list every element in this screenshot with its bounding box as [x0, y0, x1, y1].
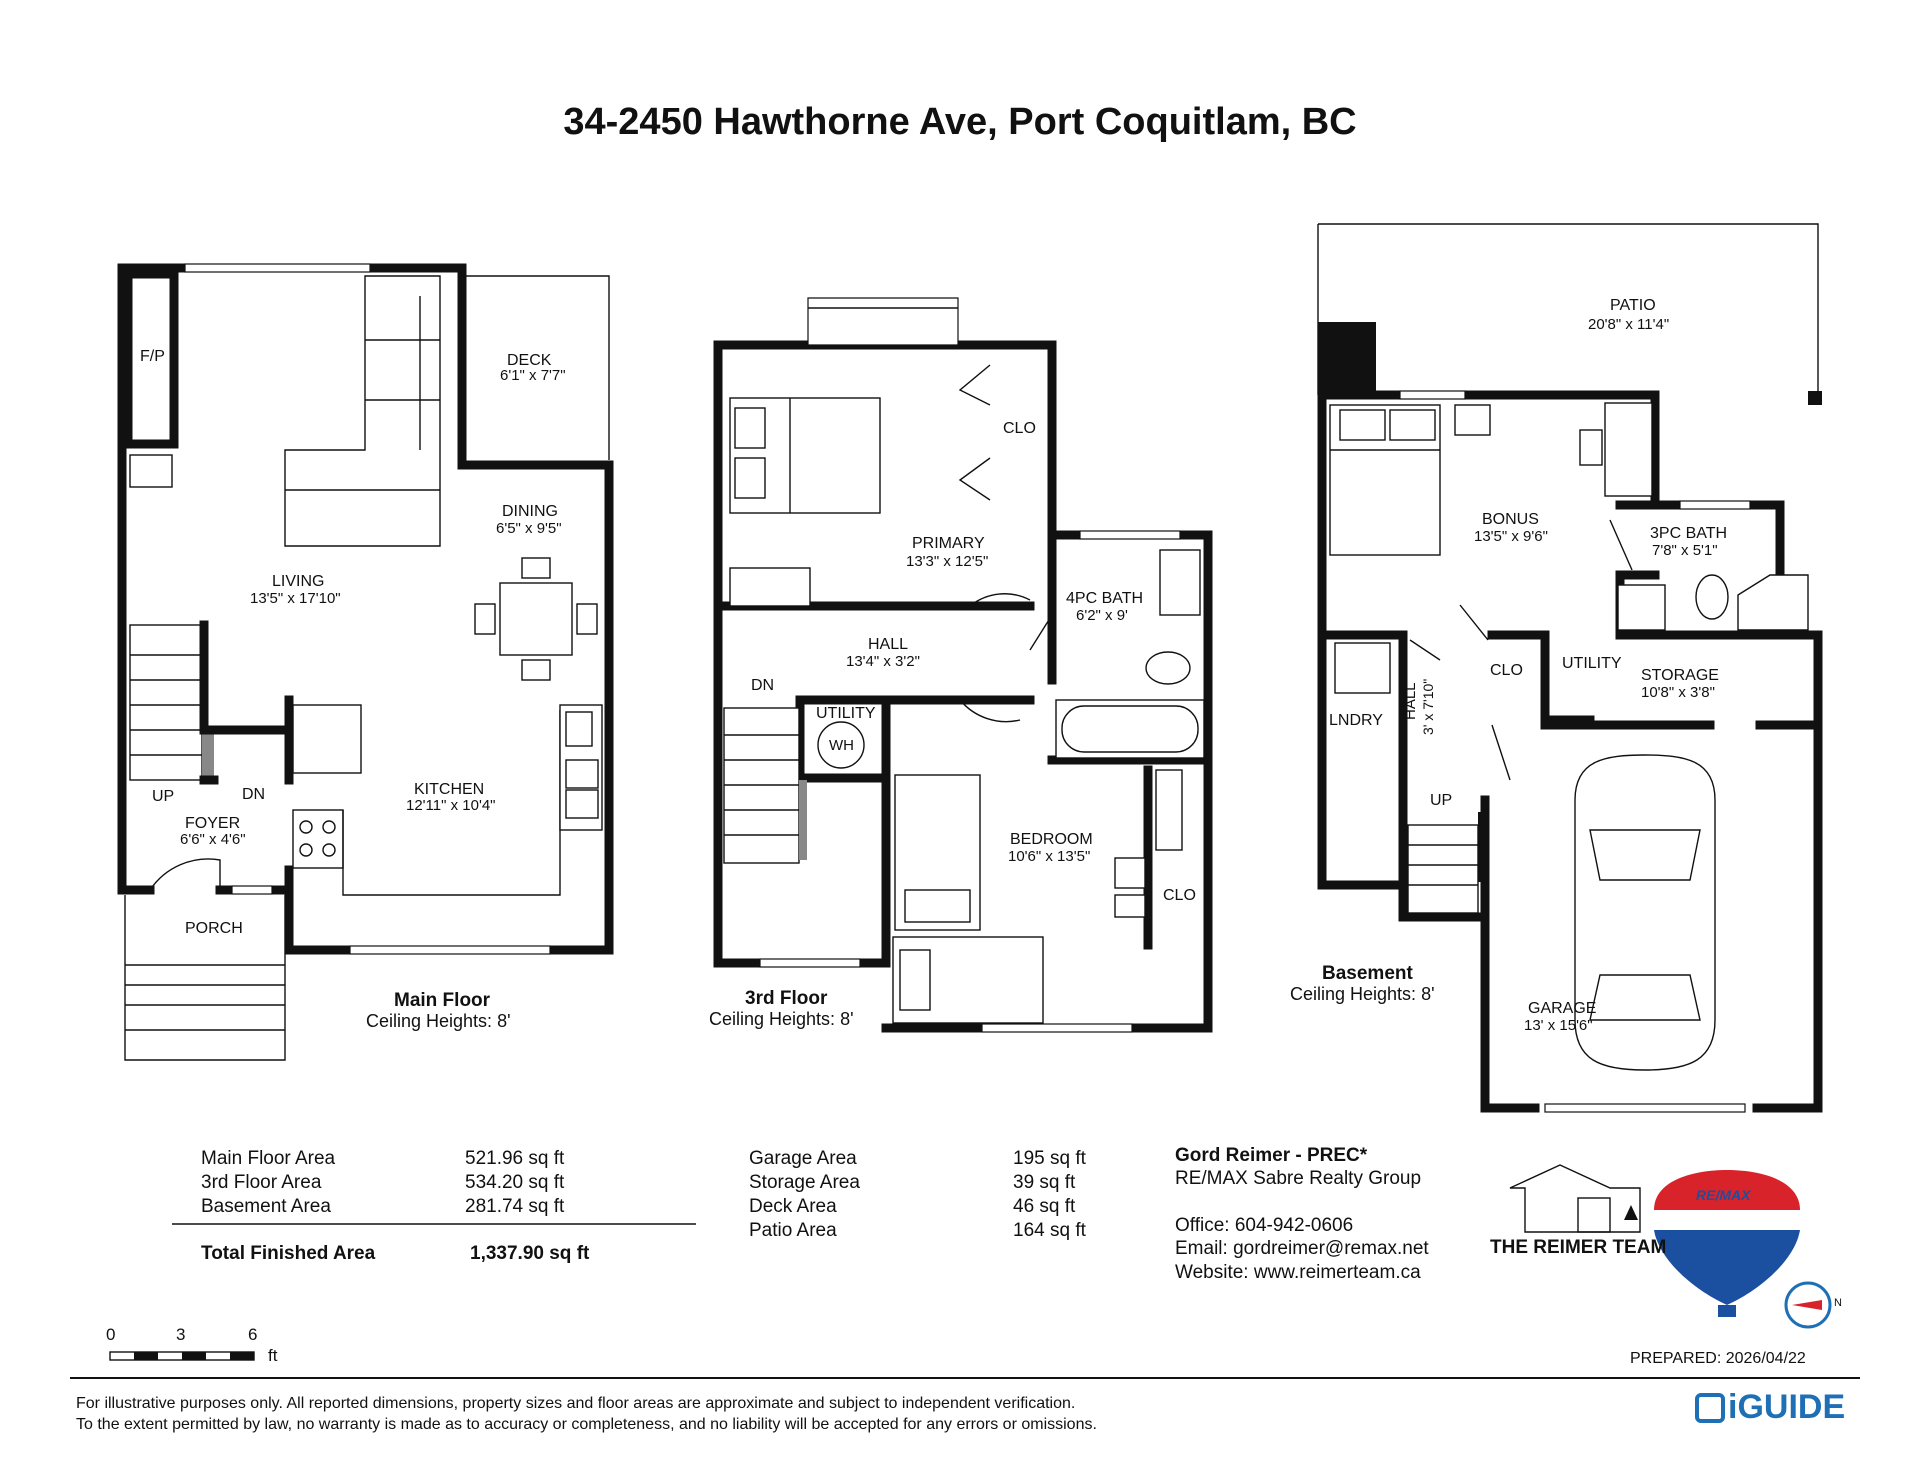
- scale-tick-6: 6: [248, 1325, 258, 1344]
- stair-up-label: UP: [152, 788, 175, 805]
- room-storage-label: STORAGE: [1641, 667, 1719, 684]
- area-patio-value: 164 sq ft: [1013, 1220, 1086, 1241]
- room-deck-label: DECK: [507, 352, 552, 369]
- disclaimer-line-1: For illustrative purposes only. All reported dimensions, property sizes and floor areas are approximate and subject to independent verification.: [76, 1395, 1076, 1412]
- iguide-brand: iGUIDE: [1728, 1388, 1846, 1426]
- total-area-value: 1,337.90 sq ft: [470, 1243, 590, 1264]
- room-porch-label: PORCH: [185, 920, 243, 937]
- area-3rd-label: 3rd Floor Area: [201, 1172, 322, 1193]
- agent-email[interactable]: Email: gordreimer@remax.net: [1175, 1238, 1429, 1259]
- water-heater-label: WH: [829, 737, 854, 754]
- compass-icon: [1786, 1283, 1830, 1327]
- reimer-team-logo: [1510, 1165, 1640, 1232]
- room-hall-label: HALL: [868, 636, 909, 653]
- room-deck-dims: 6'1" x 7'7": [500, 367, 566, 384]
- room-bedroom-dims: 10'6" x 13'5": [1008, 848, 1091, 865]
- room-dining-dims: 6'5" x 9'5": [496, 520, 562, 537]
- area-storage-value: 39 sq ft: [1013, 1172, 1076, 1193]
- basement-name: Basement: [1322, 963, 1413, 984]
- scale-bar: [110, 1352, 254, 1360]
- room-primary-label: PRIMARY: [912, 535, 985, 552]
- agent-company: RE/MAX Sabre Realty Group: [1175, 1168, 1422, 1189]
- area-garage-value: 195 sq ft: [1013, 1148, 1086, 1169]
- area-basement-value: 281.74 sq ft: [465, 1196, 565, 1217]
- main-floor-name: Main Floor: [394, 990, 491, 1011]
- scale-tick-3: 3: [176, 1325, 186, 1344]
- area-3rd-value: 534.20 sq ft: [465, 1172, 565, 1193]
- room-foyer-dims: 6'6" x 4'6": [180, 831, 246, 848]
- room-3pc-bath-label: 3PC BATH: [1650, 525, 1728, 542]
- room-kitchen-dims: 12'11" x 10'4": [406, 797, 496, 814]
- room-patio-label: PATIO: [1610, 297, 1656, 314]
- room-clo-basement-label: CLO: [1490, 662, 1523, 679]
- area-garage-label: Garage Area: [749, 1148, 857, 1169]
- agent-office: Office: 604-942-0606: [1175, 1215, 1354, 1236]
- area-deck-label: Deck Area: [749, 1196, 837, 1217]
- room-kitchen-label: KITCHEN: [414, 781, 485, 798]
- prepared-date: PREPARED: 2026/04/22: [1630, 1350, 1806, 1367]
- room-4pc-bath-label: 4PC BATH: [1066, 590, 1144, 607]
- third-floor-name: 3rd Floor: [745, 988, 828, 1009]
- area-patio-label: Patio Area: [749, 1220, 837, 1241]
- room-lndry-label: LNDRY: [1329, 712, 1383, 729]
- room-fp-label: F/P: [140, 348, 165, 365]
- room-3pc-bath-dims: 7'8" x 5'1": [1652, 542, 1718, 559]
- agent-name: Gord Reimer - PREC*: [1175, 1145, 1368, 1166]
- area-storage-label: Storage Area: [749, 1172, 860, 1193]
- third-floor-plan: [718, 298, 1208, 1032]
- basement-ceiling: Ceiling Heights: 8': [1290, 984, 1435, 1004]
- room-living-dims: 13'5" x 17'10": [250, 590, 341, 607]
- stair-up-label-basement: UP: [1430, 792, 1453, 809]
- room-patio-dims: 20'8" x 11'4": [1588, 316, 1670, 333]
- total-area-label: Total Finished Area: [201, 1243, 376, 1264]
- agent-website[interactable]: Website: www.reimerteam.ca: [1175, 1262, 1421, 1283]
- room-utility-label: UTILITY: [816, 705, 876, 722]
- scale-unit: ft: [268, 1346, 278, 1365]
- iguide-icon: [1697, 1395, 1723, 1421]
- page-title: 34-2450 Hawthorne Ave, Port Coquitlam, BC: [563, 101, 1357, 143]
- third-floor-ceiling: Ceiling Heights: 8': [709, 1009, 854, 1029]
- room-clo-2-label: CLO: [1163, 887, 1196, 904]
- room-bedroom-label: BEDROOM: [1010, 831, 1093, 848]
- reimer-team-text: THE REIMER TEAM: [1490, 1237, 1667, 1258]
- room-clo-label: CLO: [1003, 420, 1036, 437]
- room-4pc-bath-dims: 6'2" x 9': [1076, 607, 1128, 624]
- room-garage-label: GARAGE: [1528, 1000, 1597, 1017]
- disclaimer-line-2: To the extent permitted by law, no warranty is made as to accuracy or completeness, and no liability will be accepted for any errors or omissions.: [76, 1416, 1097, 1433]
- main-stairs: [130, 625, 289, 780]
- room-bonus-dims: 13'5" x 9'6": [1474, 528, 1548, 545]
- room-hall-basement-dims: 3' x 7'10": [1420, 678, 1436, 735]
- room-living-label: LIVING: [272, 573, 325, 590]
- room-hall-dims: 13'4" x 3'2": [846, 653, 920, 670]
- room-foyer-label: FOYER: [185, 815, 241, 832]
- area-main-label: Main Floor Area: [201, 1148, 336, 1169]
- room-dining-label: DINING: [502, 503, 558, 520]
- area-basement-label: Basement Area: [201, 1196, 331, 1217]
- stair-dn-label-3: DN: [751, 677, 775, 694]
- room-primary-dims: 13'3" x 12'5": [906, 553, 989, 570]
- room-garage-dims: 13' x 15'6": [1524, 1017, 1593, 1034]
- room-storage-dims: 10'8" x 3'8": [1641, 684, 1715, 701]
- room-utility-basement-label: UTILITY: [1562, 655, 1622, 672]
- room-hall-basement-label: HALL: [1402, 682, 1419, 720]
- area-main-value: 521.96 sq ft: [465, 1148, 565, 1169]
- area-deck-value: 46 sq ft: [1013, 1196, 1076, 1217]
- scale-tick-0: 0: [106, 1325, 116, 1344]
- remax-logo-text: RE/MAX: [1696, 1187, 1751, 1203]
- compass-n-label: N: [1834, 1297, 1842, 1309]
- stair-dn-label: DN: [242, 786, 266, 803]
- main-floor-ceiling: Ceiling Heights: 8': [366, 1011, 511, 1031]
- room-bonus-label: BONUS: [1482, 511, 1539, 528]
